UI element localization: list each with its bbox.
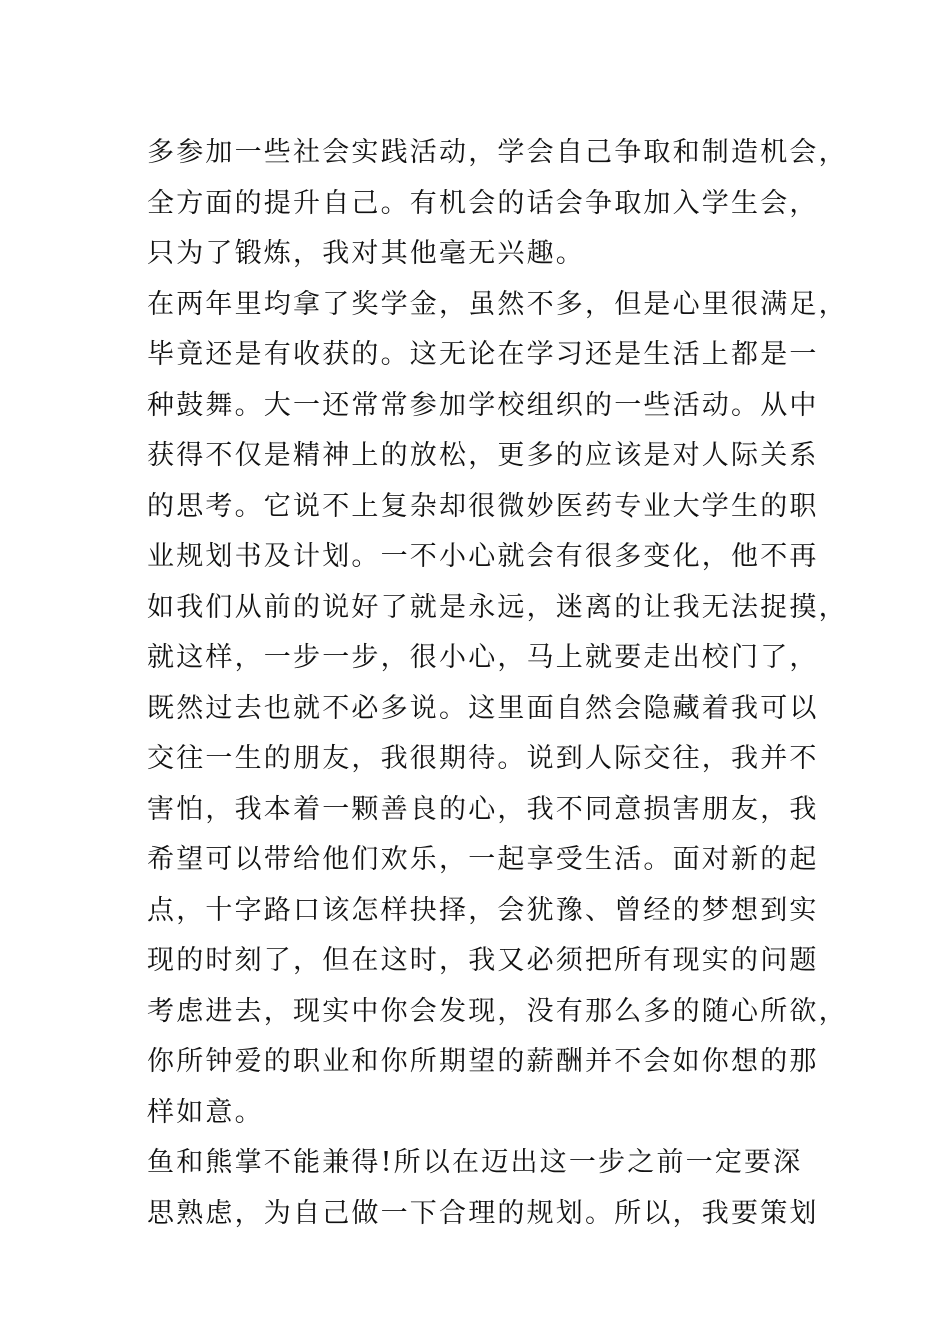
text-line: 的思考。它说不上复杂却很微妙医药专业大学生的职 <box>147 490 819 522</box>
text-line: 考虑进去，现实中你会发现，没有那么多的随心所欲， <box>147 995 848 1027</box>
text-line: 在两年里均拿了奖学金，虽然不多，但是心里很满足， <box>147 288 848 320</box>
text-line: 如我们从前的说好了就是永远，迷离的让我无法捉摸， <box>147 591 848 623</box>
text-line: 只为了锻炼，我对其他毫无兴趣。 <box>147 238 585 269</box>
text-line: 样如意。 <box>147 1096 264 1128</box>
text-line: 毕竟还是有收获的。这无论在学习还是生活上都是一 <box>147 339 819 370</box>
body-text <box>147 128 847 1239</box>
text-line: 鱼和熊掌不能兼得!所以在迈出这一步之前一定要深 <box>147 1147 803 1178</box>
text-line: 就这样，一步一步，很小心，马上就要走出校门了， <box>147 642 819 673</box>
text-line: 交往一生的朋友，我很期待。说到人际交往，我并不 <box>147 743 819 774</box>
text-line: 点，十字路口该怎样抉择，会犹豫、曾经的梦想到实 <box>147 894 819 926</box>
text-line: 业规划书及计划。一不小心就会有很多变化，他不再 <box>147 541 819 572</box>
text-line: 种鼓舞。大一还常常参加学校组织的一些活动。从中 <box>147 389 819 421</box>
text-line: 思熟虑，为自己做一下合理的规划。所以，我要策划 <box>147 1197 819 1229</box>
text-line: 多参加一些社会实践活动，学会自己争取和制造机会， <box>147 137 848 168</box>
text-line: 获得不仅是精神上的放松，更多的应该是对人际关系 <box>147 440 819 471</box>
text-line: 全方面的提升自己。有机会的话会争取加入学生会， <box>147 187 819 219</box>
text-line: 害怕，我本着一颗善良的心，我不同意损害朋友，我 <box>147 793 819 825</box>
text-line: 现的时刻了，但在这时，我又必须把所有现实的问题 <box>147 945 819 976</box>
text-line: 既然过去也就不必多说。这里面自然会隐藏着我可以 <box>147 692 819 724</box>
text-line: 你所钟爱的职业和你所期望的薪酬并不会如你想的那 <box>147 1046 819 1077</box>
text-line: 希望可以带给他们欢乐，一起享受生活。面对新的起 <box>147 844 819 875</box>
